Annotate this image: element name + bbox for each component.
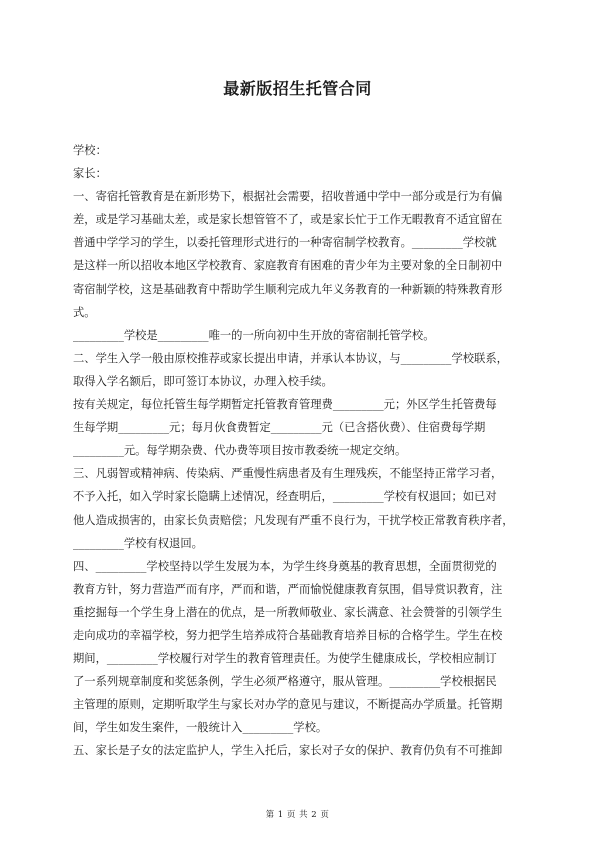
body-line: 是这样一所以招收本地区学校教育、家庭教育有困难的青少年为主要对象的全日制初中 bbox=[73, 259, 503, 273]
body-line: 期间，_________学校履行对学生的教育管理责任。为使学生健康成长，学校相应制订 bbox=[73, 652, 497, 666]
body-line: _________元。每学期杂费、代办费等项目按市教委统一规定交纳。 bbox=[73, 444, 407, 458]
document-title: 最新版招生托管合同 bbox=[223, 79, 372, 98]
body-line: 不予入托，如入学时家长隐瞒上述情况，经查明后，_________学校有权退回；如已对 bbox=[73, 490, 497, 504]
body-line: 二、学生入学一般由原校推荐或家长提出申请，并承认本协议，与_________学校联系， bbox=[73, 351, 508, 365]
body-line: 四、_________学校坚持以学生发展为本，为学生终身奠基的教育思想，全面贯彻党的 bbox=[73, 559, 497, 573]
body-line: 三、凡弱智或精神病、传染病、严重慢性病患者及有生理残疾，不能坚持正常学习者， bbox=[73, 467, 503, 481]
body-line: 主管理的原则，定期听取学生与家长对办学的意见与建议，不断提高办学质量。托管期 bbox=[73, 698, 503, 712]
body-line: 了一系列规章制度和奖惩条例，学生必须严格遵守，服从管理。_________学校根据民 bbox=[73, 675, 497, 689]
body-line: 他人造成损害的，由家长负责赔偿；凡发现有严重不良行为，干扰学校正常教育秩序者， bbox=[73, 513, 514, 527]
document-body bbox=[73, 139, 525, 763]
body-line: 五、家长是子女的法定监护人，学生入托后，家长对子女的保护、教育仍负有不可推卸 bbox=[73, 744, 503, 758]
body-line: 按有关规定，每位托管生每学期暂定托管教育管理费_________元；外区学生托管费每 bbox=[73, 398, 497, 412]
body-line: 一、寄宿托管教育是在新形势下，根据社会需要，招收普通中学中一部分或是行为有偏 bbox=[73, 190, 503, 204]
body-line: 差，或是学习基础太差，或是家长想管管不了，或是家长忙于工作无暇教育不适宜留在 bbox=[73, 213, 503, 227]
body-line: 走向成功的幸福学校，努力把学生培养成符合基础教育培养目标的合格学生。学生在校 bbox=[73, 628, 503, 642]
body-line: 生每学期_________元；每月伙食费暂定_________元（已含搭伙费）、住宿费每学期 bbox=[73, 421, 486, 435]
page-number-footer: 第 1 页 共 2 页 bbox=[265, 810, 330, 820]
body-line: 家长： bbox=[73, 167, 107, 181]
body-line: 普通中学学习的学生，以委托管理形式进行的一种寄宿制学校教育。_________学校就 bbox=[73, 236, 497, 250]
body-line: 式。 bbox=[73, 305, 96, 319]
body-line: 寄宿制学校，这是基础教育中帮助学生顺利完成九年义务教育的一种新颖的特殊教育形 bbox=[73, 282, 503, 296]
body-line: 间，学生如发生案件，一般统计入_________学校。 bbox=[73, 721, 328, 735]
body-line: 重挖掘每一个学生身上潜在的优点，是一所教师敬业、家长满意、社会赞誉的引领学生 bbox=[73, 605, 503, 619]
body-line: _________学校是_________唯一的一所向初中生开放的寄宿制托管学校。 bbox=[73, 328, 435, 342]
body-line: 教育方针，努力营造严而有序，严而和谐，严而愉悦健康教育氛围，倡导赏识教育，注 bbox=[73, 582, 503, 596]
body-line: _________学校有权退回。 bbox=[73, 536, 203, 550]
body-line: 取得入学名额后，即可签订本协议，办理入校手续。 bbox=[73, 374, 333, 388]
body-line: 学校： bbox=[73, 144, 107, 157]
